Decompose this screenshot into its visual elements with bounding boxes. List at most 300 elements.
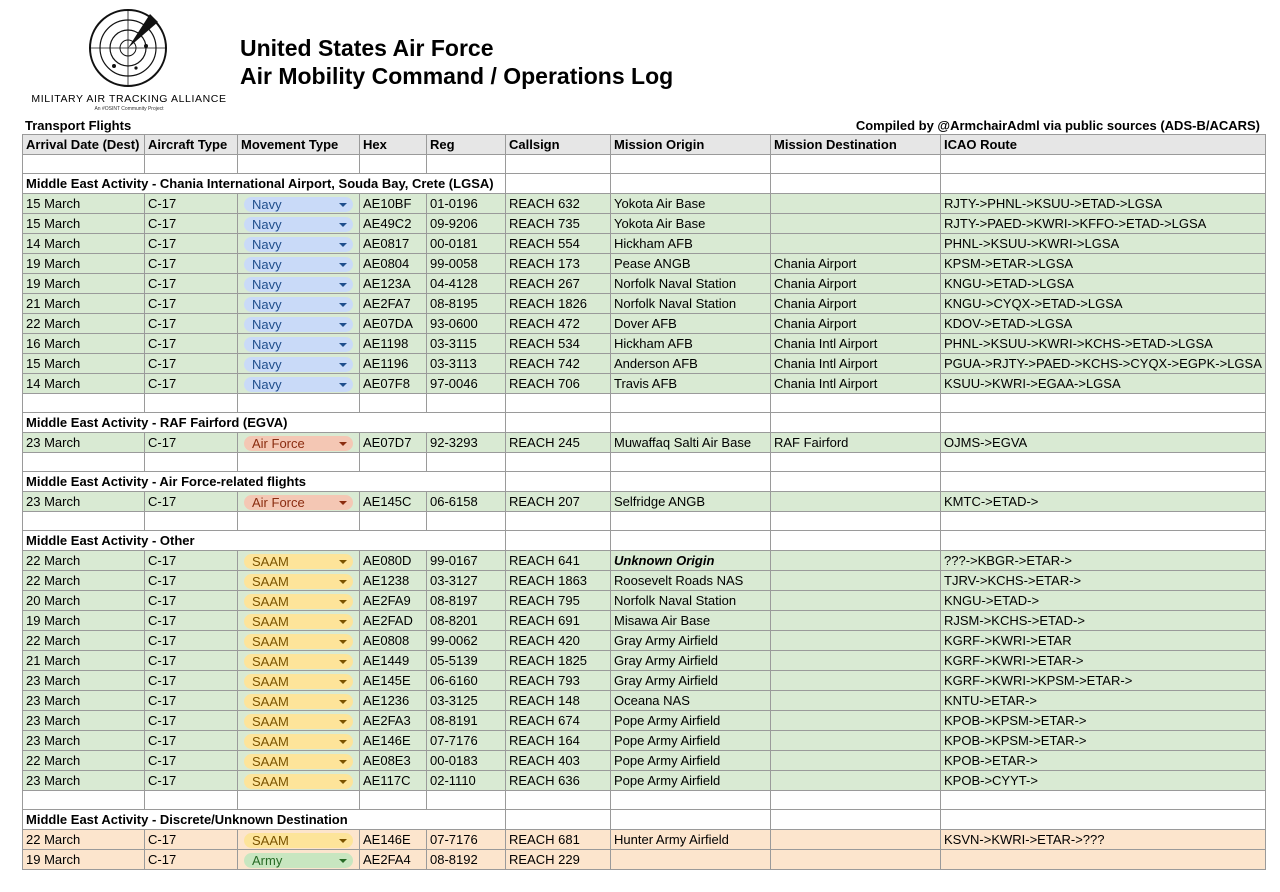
cell-mission-origin[interactable]: Pease ANGB — [611, 254, 771, 274]
empty-cell[interactable] — [23, 155, 145, 174]
cell-mission-origin[interactable]: Selfridge ANGB — [611, 492, 771, 512]
cell-reg[interactable]: 08-8191 — [427, 711, 506, 731]
empty-cell[interactable] — [506, 810, 611, 830]
empty-cell[interactable] — [145, 394, 238, 413]
cell-hex[interactable]: AE07DA — [360, 314, 427, 334]
cell-hex[interactable]: AE0808 — [360, 631, 427, 651]
cell-mission-destination[interactable] — [771, 214, 941, 234]
cell-movement-type[interactable] — [238, 591, 360, 611]
cell-icao-route[interactable]: KNGU->CYQX->ETAD->LGSA — [941, 294, 1266, 314]
cell-mission-destination[interactable] — [771, 631, 941, 651]
cell-movement-type[interactable] — [238, 731, 360, 751]
cell-hex[interactable]: AE123A — [360, 274, 427, 294]
movement-type-dropdown[interactable] — [244, 614, 353, 629]
cell-arrival-date[interactable]: 22 March — [23, 751, 145, 771]
cell-reg[interactable]: 02-1110 — [427, 771, 506, 791]
empty-cell[interactable] — [360, 155, 427, 174]
cell-arrival-date[interactable]: 23 March — [23, 731, 145, 751]
cell-icao-route[interactable]: KPOB->ETAR-> — [941, 751, 1266, 771]
cell-hex[interactable]: AE2FAD — [360, 611, 427, 631]
cell-aircraft-type[interactable]: C-17 — [145, 611, 238, 631]
cell-aircraft-type[interactable]: C-17 — [145, 671, 238, 691]
movement-type-dropdown[interactable] — [244, 574, 353, 589]
cell-mission-origin[interactable]: Pope Army Airfield — [611, 751, 771, 771]
section-title[interactable]: Middle East Activity - Chania International Airport, Souda Bay, Crete (LGSA) — [23, 174, 506, 194]
cell-mission-destination[interactable] — [771, 571, 941, 591]
cell-arrival-date[interactable]: 22 March — [23, 314, 145, 334]
cell-movement-type[interactable] — [238, 551, 360, 571]
cell-mission-origin[interactable]: Travis AFB — [611, 374, 771, 394]
cell-reg[interactable]: 01-0196 — [427, 194, 506, 214]
cell-mission-destination[interactable]: Chania Airport — [771, 294, 941, 314]
empty-cell[interactable] — [506, 413, 611, 433]
cell-aircraft-type[interactable]: C-17 — [145, 651, 238, 671]
cell-mission-destination[interactable] — [771, 651, 941, 671]
empty-cell[interactable] — [506, 453, 611, 472]
cell-hex[interactable]: AE145E — [360, 671, 427, 691]
cell-reg[interactable]: 99-0167 — [427, 551, 506, 571]
movement-type-dropdown[interactable] — [244, 734, 353, 749]
movement-type-dropdown[interactable] — [244, 197, 353, 212]
cell-callsign[interactable]: REACH 1863 — [506, 571, 611, 591]
cell-hex[interactable]: AE1198 — [360, 334, 427, 354]
cell-movement-type[interactable] — [238, 274, 360, 294]
column-header-arrival-date[interactable]: Arrival Date (Dest) — [23, 135, 145, 155]
cell-icao-route[interactable]: RJTY->PAED->KWRI->KFFO->ETAD->LGSA — [941, 214, 1266, 234]
cell-hex[interactable]: AE08E3 — [360, 751, 427, 771]
cell-mission-destination[interactable]: Chania Airport — [771, 274, 941, 294]
empty-cell[interactable] — [771, 810, 941, 830]
cell-icao-route[interactable]: OJMS->EGVA — [941, 433, 1266, 453]
cell-callsign[interactable]: REACH 1825 — [506, 651, 611, 671]
movement-type-dropdown[interactable] — [244, 594, 353, 609]
cell-aircraft-type[interactable]: C-17 — [145, 374, 238, 394]
cell-reg[interactable]: 03-3115 — [427, 334, 506, 354]
cell-aircraft-type[interactable]: C-17 — [145, 294, 238, 314]
cell-movement-type[interactable] — [238, 214, 360, 234]
cell-hex[interactable]: AE1236 — [360, 691, 427, 711]
cell-arrival-date[interactable]: 19 March — [23, 850, 145, 870]
cell-aircraft-type[interactable]: C-17 — [145, 591, 238, 611]
cell-hex[interactable]: AE117C — [360, 771, 427, 791]
empty-cell[interactable] — [23, 394, 145, 413]
cell-arrival-date[interactable]: 14 March — [23, 374, 145, 394]
cell-mission-origin[interactable]: Gray Army Airfield — [611, 671, 771, 691]
empty-cell[interactable] — [506, 791, 611, 810]
cell-mission-destination[interactable] — [771, 671, 941, 691]
cell-movement-type[interactable] — [238, 671, 360, 691]
empty-cell[interactable] — [611, 174, 771, 194]
cell-movement-type[interactable] — [238, 631, 360, 651]
cell-hex[interactable]: AE0817 — [360, 234, 427, 254]
empty-cell[interactable] — [506, 472, 611, 492]
cell-callsign[interactable]: REACH 472 — [506, 314, 611, 334]
cell-hex[interactable]: AE1238 — [360, 571, 427, 591]
cell-aircraft-type[interactable]: C-17 — [145, 234, 238, 254]
cell-aircraft-type[interactable]: C-17 — [145, 571, 238, 591]
cell-movement-type[interactable] — [238, 254, 360, 274]
cell-aircraft-type[interactable]: C-17 — [145, 731, 238, 751]
cell-callsign[interactable]: REACH 691 — [506, 611, 611, 631]
cell-arrival-date[interactable]: 19 March — [23, 611, 145, 631]
cell-callsign[interactable]: REACH 164 — [506, 731, 611, 751]
cell-mission-destination[interactable] — [771, 611, 941, 631]
cell-icao-route[interactable]: RJTY->PHNL->KSUU->ETAD->LGSA — [941, 194, 1266, 214]
empty-cell[interactable] — [771, 174, 941, 194]
empty-cell[interactable] — [506, 174, 611, 194]
column-header-mission-origin[interactable]: Mission Origin — [611, 135, 771, 155]
cell-arrival-date[interactable]: 23 March — [23, 691, 145, 711]
cell-mission-destination[interactable]: Chania Intl Airport — [771, 334, 941, 354]
cell-mission-destination[interactable] — [771, 691, 941, 711]
cell-movement-type[interactable] — [238, 354, 360, 374]
cell-reg[interactable]: 08-8192 — [427, 850, 506, 870]
empty-cell[interactable] — [23, 453, 145, 472]
cell-movement-type[interactable] — [238, 334, 360, 354]
empty-cell[interactable] — [506, 512, 611, 531]
cell-arrival-date[interactable]: 16 March — [23, 334, 145, 354]
cell-hex[interactable]: AE145C — [360, 492, 427, 512]
empty-cell[interactable] — [23, 512, 145, 531]
cell-arrival-date[interactable]: 19 March — [23, 254, 145, 274]
column-header-reg[interactable]: Reg — [427, 135, 506, 155]
cell-movement-type[interactable] — [238, 651, 360, 671]
empty-cell[interactable] — [506, 531, 611, 551]
cell-callsign[interactable]: REACH 245 — [506, 433, 611, 453]
cell-arrival-date[interactable]: 21 March — [23, 294, 145, 314]
cell-hex[interactable]: AE0804 — [360, 254, 427, 274]
empty-cell[interactable] — [360, 791, 427, 810]
cell-arrival-date[interactable]: 23 March — [23, 711, 145, 731]
cell-arrival-date[interactable]: 15 March — [23, 194, 145, 214]
cell-hex[interactable]: AE07D7 — [360, 433, 427, 453]
cell-mission-origin[interactable]: Yokota Air Base — [611, 194, 771, 214]
movement-type-dropdown[interactable] — [244, 495, 353, 510]
cell-mission-destination[interactable] — [771, 492, 941, 512]
cell-icao-route[interactable]: TJRV->KCHS->ETAR-> — [941, 571, 1266, 591]
cell-reg[interactable]: 09-9206 — [427, 214, 506, 234]
cell-callsign[interactable]: REACH 267 — [506, 274, 611, 294]
cell-movement-type[interactable] — [238, 691, 360, 711]
cell-icao-route[interactable]: KNGU->ETAD->LGSA — [941, 274, 1266, 294]
empty-cell[interactable] — [941, 453, 1266, 472]
empty-cell[interactable] — [611, 453, 771, 472]
cell-movement-type[interactable] — [238, 571, 360, 591]
movement-type-dropdown[interactable] — [244, 257, 353, 272]
cell-reg[interactable]: 08-8201 — [427, 611, 506, 631]
cell-callsign[interactable]: REACH 641 — [506, 551, 611, 571]
cell-aircraft-type[interactable]: C-17 — [145, 691, 238, 711]
cell-hex[interactable]: AE1196 — [360, 354, 427, 374]
cell-arrival-date[interactable]: 23 March — [23, 492, 145, 512]
cell-mission-destination[interactable] — [771, 751, 941, 771]
empty-cell[interactable] — [771, 531, 941, 551]
cell-callsign[interactable]: REACH 674 — [506, 711, 611, 731]
cell-arrival-date[interactable]: 20 March — [23, 591, 145, 611]
cell-movement-type[interactable] — [238, 294, 360, 314]
cell-aircraft-type[interactable]: C-17 — [145, 711, 238, 731]
empty-cell[interactable] — [427, 394, 506, 413]
cell-aircraft-type[interactable]: C-17 — [145, 492, 238, 512]
empty-cell[interactable] — [771, 413, 941, 433]
cell-hex[interactable]: AE146E — [360, 731, 427, 751]
cell-icao-route[interactable]: PHNL->KSUU->KWRI->KCHS->ETAD->LGSA — [941, 334, 1266, 354]
cell-mission-origin[interactable]: Pope Army Airfield — [611, 771, 771, 791]
cell-mission-destination[interactable] — [771, 711, 941, 731]
cell-mission-destination[interactable] — [771, 850, 941, 870]
cell-arrival-date[interactable]: 14 March — [23, 234, 145, 254]
cell-icao-route[interactable]: KSUU->KWRI->EGAA->LGSA — [941, 374, 1266, 394]
movement-type-dropdown[interactable] — [244, 277, 353, 292]
cell-callsign[interactable]: REACH 229 — [506, 850, 611, 870]
cell-icao-route[interactable]: KDOV->ETAD->LGSA — [941, 314, 1266, 334]
empty-cell[interactable] — [506, 394, 611, 413]
movement-type-dropdown[interactable] — [244, 634, 353, 649]
cell-mission-destination[interactable]: Chania Airport — [771, 314, 941, 334]
cell-reg[interactable]: 97-0046 — [427, 374, 506, 394]
cell-icao-route[interactable]: PGUA->RJTY->PAED->KCHS->CYQX->EGPK->LGSA — [941, 354, 1266, 374]
cell-callsign[interactable]: REACH 795 — [506, 591, 611, 611]
empty-cell[interactable] — [506, 155, 611, 174]
movement-type-dropdown[interactable] — [244, 337, 353, 352]
cell-icao-route[interactable]: KSVN->KWRI->ETAR->??? — [941, 830, 1266, 850]
empty-cell[interactable] — [427, 512, 506, 531]
cell-arrival-date[interactable]: 19 March — [23, 274, 145, 294]
cell-mission-destination[interactable]: Chania Intl Airport — [771, 354, 941, 374]
cell-aircraft-type[interactable]: C-17 — [145, 850, 238, 870]
movement-type-dropdown[interactable] — [244, 554, 353, 569]
cell-mission-destination[interactable] — [771, 771, 941, 791]
cell-mission-origin[interactable]: Roosevelt Roads NAS — [611, 571, 771, 591]
column-header-icao-route[interactable]: ICAO Route — [941, 135, 1266, 155]
cell-movement-type[interactable] — [238, 194, 360, 214]
cell-mission-origin[interactable]: Hickham AFB — [611, 334, 771, 354]
cell-arrival-date[interactable]: 22 March — [23, 830, 145, 850]
cell-movement-type[interactable] — [238, 314, 360, 334]
cell-callsign[interactable]: REACH 681 — [506, 830, 611, 850]
cell-mission-origin[interactable]: Unknown Origin — [611, 551, 771, 571]
cell-mission-origin[interactable]: Pope Army Airfield — [611, 711, 771, 731]
cell-aircraft-type[interactable]: C-17 — [145, 214, 238, 234]
cell-hex[interactable]: AE49C2 — [360, 214, 427, 234]
cell-arrival-date[interactable]: 22 March — [23, 551, 145, 571]
cell-aircraft-type[interactable]: C-17 — [145, 194, 238, 214]
cell-reg[interactable]: 03-3127 — [427, 571, 506, 591]
cell-mission-origin[interactable]: Dover AFB — [611, 314, 771, 334]
cell-mission-origin[interactable]: Norfolk Naval Station — [611, 591, 771, 611]
cell-icao-route[interactable]: KPOB->KPSM->ETAR-> — [941, 731, 1266, 751]
movement-type-dropdown[interactable] — [244, 237, 353, 252]
cell-mission-destination[interactable] — [771, 551, 941, 571]
cell-mission-origin[interactable]: Hunter Army Airfield — [611, 830, 771, 850]
movement-type-dropdown[interactable] — [244, 833, 353, 848]
cell-movement-type[interactable] — [238, 374, 360, 394]
empty-cell[interactable] — [611, 512, 771, 531]
empty-cell[interactable] — [145, 155, 238, 174]
empty-cell[interactable] — [771, 155, 941, 174]
cell-icao-route[interactable]: KPSM->ETAR->LGSA — [941, 254, 1266, 274]
cell-reg[interactable]: 93-0600 — [427, 314, 506, 334]
movement-type-dropdown[interactable] — [244, 217, 353, 232]
cell-movement-type[interactable] — [238, 433, 360, 453]
cell-icao-route[interactable]: RJSM->KCHS->ETAD-> — [941, 611, 1266, 631]
cell-arrival-date[interactable]: 22 March — [23, 631, 145, 651]
cell-mission-destination[interactable]: Chania Airport — [771, 254, 941, 274]
cell-aircraft-type[interactable]: C-17 — [145, 433, 238, 453]
empty-cell[interactable] — [145, 791, 238, 810]
empty-cell[interactable] — [941, 791, 1266, 810]
cell-reg[interactable]: 00-0181 — [427, 234, 506, 254]
section-title[interactable]: Middle East Activity - Other — [23, 531, 506, 551]
column-header-mission-destination[interactable]: Mission Destination — [771, 135, 941, 155]
cell-hex[interactable]: AE2FA9 — [360, 591, 427, 611]
cell-callsign[interactable]: REACH 534 — [506, 334, 611, 354]
cell-callsign[interactable]: REACH 742 — [506, 354, 611, 374]
cell-mission-destination[interactable] — [771, 830, 941, 850]
cell-reg[interactable]: 00-0183 — [427, 751, 506, 771]
cell-arrival-date[interactable]: 15 March — [23, 354, 145, 374]
empty-cell[interactable] — [771, 472, 941, 492]
empty-cell[interactable] — [427, 155, 506, 174]
empty-cell[interactable] — [941, 472, 1266, 492]
cell-icao-route[interactable]: KGRF->KWRI->ETAR — [941, 631, 1266, 651]
cell-callsign[interactable]: REACH 1826 — [506, 294, 611, 314]
cell-callsign[interactable]: REACH 403 — [506, 751, 611, 771]
section-title[interactable]: Middle East Activity - RAF Fairford (EGVA) — [23, 413, 506, 433]
cell-arrival-date[interactable]: 23 March — [23, 433, 145, 453]
empty-cell[interactable] — [145, 453, 238, 472]
cell-arrival-date[interactable]: 15 March — [23, 214, 145, 234]
cell-hex[interactable]: AE2FA4 — [360, 850, 427, 870]
cell-mission-origin[interactable]: Gray Army Airfield — [611, 631, 771, 651]
cell-mission-destination[interactable]: Chania Intl Airport — [771, 374, 941, 394]
column-header-movement-type[interactable]: Movement Type — [238, 135, 360, 155]
cell-movement-type[interactable] — [238, 492, 360, 512]
empty-cell[interactable] — [941, 512, 1266, 531]
empty-cell[interactable] — [771, 394, 941, 413]
movement-type-dropdown[interactable] — [244, 853, 353, 868]
cell-mission-origin[interactable]: Oceana NAS — [611, 691, 771, 711]
empty-cell[interactable] — [941, 531, 1266, 551]
cell-mission-origin[interactable] — [611, 850, 771, 870]
cell-reg[interactable]: 03-3113 — [427, 354, 506, 374]
empty-cell[interactable] — [771, 512, 941, 531]
cell-callsign[interactable]: REACH 793 — [506, 671, 611, 691]
movement-type-dropdown[interactable] — [244, 674, 353, 689]
cell-mission-origin[interactable]: Gray Army Airfield — [611, 651, 771, 671]
cell-callsign[interactable]: REACH 173 — [506, 254, 611, 274]
cell-hex[interactable]: AE1449 — [360, 651, 427, 671]
empty-cell[interactable] — [611, 472, 771, 492]
cell-mission-origin[interactable]: Yokota Air Base — [611, 214, 771, 234]
empty-cell[interactable] — [941, 394, 1266, 413]
cell-callsign[interactable]: REACH 706 — [506, 374, 611, 394]
cell-callsign[interactable]: REACH 632 — [506, 194, 611, 214]
empty-cell[interactable] — [360, 453, 427, 472]
movement-type-dropdown[interactable] — [244, 357, 353, 372]
cell-reg[interactable]: 08-8195 — [427, 294, 506, 314]
cell-reg[interactable]: 99-0058 — [427, 254, 506, 274]
column-header-callsign[interactable]: Callsign — [506, 135, 611, 155]
cell-aircraft-type[interactable]: C-17 — [145, 751, 238, 771]
cell-callsign[interactable]: REACH 148 — [506, 691, 611, 711]
cell-hex[interactable]: AE2FA3 — [360, 711, 427, 731]
cell-reg[interactable]: 08-8197 — [427, 591, 506, 611]
empty-cell[interactable] — [238, 512, 360, 531]
cell-icao-route[interactable]: ???->KBGR->ETAR-> — [941, 551, 1266, 571]
cell-callsign[interactable]: REACH 636 — [506, 771, 611, 791]
empty-cell[interactable] — [611, 394, 771, 413]
section-title[interactable]: Middle East Activity - Discrete/Unknown Destination — [23, 810, 506, 830]
cell-icao-route[interactable] — [941, 850, 1266, 870]
movement-type-dropdown[interactable] — [244, 714, 353, 729]
movement-type-dropdown[interactable] — [244, 774, 353, 789]
cell-reg[interactable]: 07-7176 — [427, 731, 506, 751]
cell-arrival-date[interactable]: 21 March — [23, 651, 145, 671]
empty-cell[interactable] — [238, 155, 360, 174]
cell-mission-origin[interactable]: Pope Army Airfield — [611, 731, 771, 751]
empty-cell[interactable] — [238, 453, 360, 472]
cell-reg[interactable]: 06-6160 — [427, 671, 506, 691]
empty-cell[interactable] — [941, 810, 1266, 830]
cell-aircraft-type[interactable]: C-17 — [145, 830, 238, 850]
cell-icao-route[interactable]: KPOB->CYYT-> — [941, 771, 1266, 791]
cell-mission-destination[interactable] — [771, 194, 941, 214]
empty-cell[interactable] — [771, 791, 941, 810]
cell-aircraft-type[interactable]: C-17 — [145, 354, 238, 374]
cell-movement-type[interactable] — [238, 771, 360, 791]
empty-cell[interactable] — [238, 394, 360, 413]
movement-type-dropdown[interactable] — [244, 297, 353, 312]
cell-mission-origin[interactable]: Muwaffaq Salti Air Base — [611, 433, 771, 453]
cell-hex[interactable]: AE10BF — [360, 194, 427, 214]
cell-aircraft-type[interactable]: C-17 — [145, 631, 238, 651]
empty-cell[interactable] — [611, 413, 771, 433]
cell-movement-type[interactable] — [238, 611, 360, 631]
cell-aircraft-type[interactable]: C-17 — [145, 314, 238, 334]
empty-cell[interactable] — [611, 531, 771, 551]
cell-movement-type[interactable] — [238, 234, 360, 254]
empty-cell[interactable] — [611, 155, 771, 174]
empty-cell[interactable] — [360, 394, 427, 413]
cell-aircraft-type[interactable]: C-17 — [145, 274, 238, 294]
cell-reg[interactable]: 06-6158 — [427, 492, 506, 512]
cell-icao-route[interactable]: KNTU->ETAR-> — [941, 691, 1266, 711]
cell-hex[interactable]: AE07F8 — [360, 374, 427, 394]
cell-mission-destination[interactable]: RAF Fairford — [771, 433, 941, 453]
cell-icao-route[interactable]: KGRF->KWRI->ETAR-> — [941, 651, 1266, 671]
movement-type-dropdown[interactable] — [244, 654, 353, 669]
movement-type-dropdown[interactable] — [244, 317, 353, 332]
empty-cell[interactable] — [238, 791, 360, 810]
cell-mission-origin[interactable]: Anderson AFB — [611, 354, 771, 374]
cell-icao-route[interactable]: KPOB->KPSM->ETAR-> — [941, 711, 1266, 731]
cell-movement-type[interactable] — [238, 751, 360, 771]
cell-mission-origin[interactable]: Norfolk Naval Station — [611, 274, 771, 294]
cell-callsign[interactable]: REACH 207 — [506, 492, 611, 512]
cell-movement-type[interactable] — [238, 830, 360, 850]
column-header-hex[interactable]: Hex — [360, 135, 427, 155]
cell-mission-destination[interactable] — [771, 234, 941, 254]
empty-cell[interactable] — [145, 512, 238, 531]
cell-icao-route[interactable]: KMTC->ETAD-> — [941, 492, 1266, 512]
cell-mission-destination[interactable] — [771, 591, 941, 611]
cell-mission-origin[interactable]: Norfolk Naval Station — [611, 294, 771, 314]
empty-cell[interactable] — [941, 155, 1266, 174]
cell-reg[interactable]: 03-3125 — [427, 691, 506, 711]
cell-movement-type[interactable] — [238, 711, 360, 731]
cell-arrival-date[interactable]: 23 March — [23, 671, 145, 691]
